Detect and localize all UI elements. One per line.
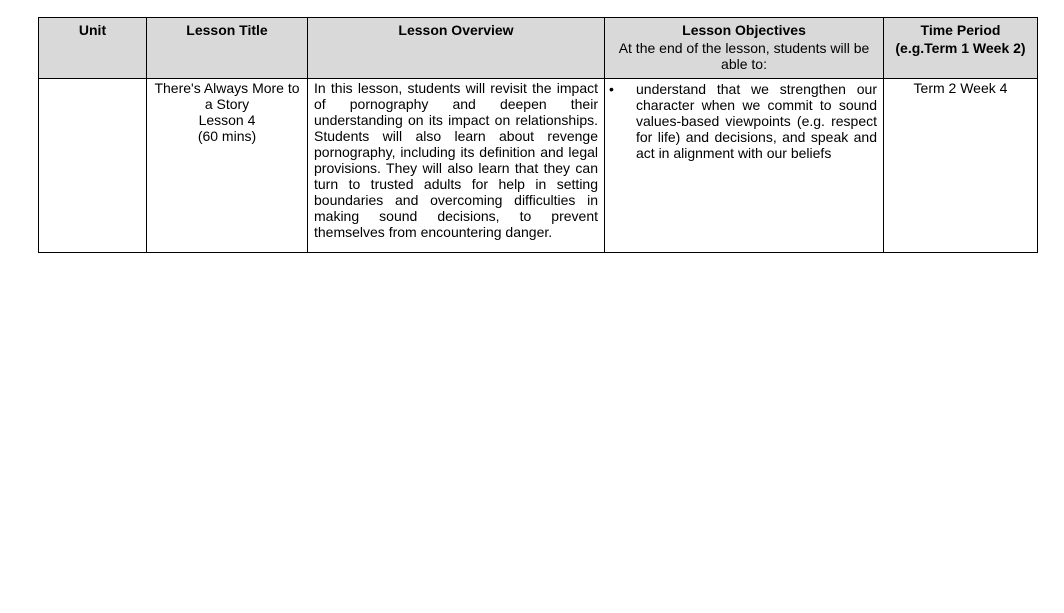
table-row	[39, 79, 1038, 253]
lesson-number: Lesson 4	[198, 112, 256, 128]
header-lesson-overview	[308, 18, 605, 79]
cell-lesson-objectives	[605, 79, 884, 253]
bullet-icon: •	[609, 81, 614, 97]
table-header-row	[39, 18, 1038, 79]
objective-item	[609, 81, 877, 161]
cell-lesson-title	[147, 79, 308, 253]
header-lesson-objectives-subtitle: At the end of the lesson, students will be able to:	[618, 40, 870, 72]
header-time-period	[884, 18, 1038, 79]
header-lesson-overview-label: Lesson Overview	[398, 22, 514, 38]
header-lesson-objectives	[605, 18, 884, 79]
header-lesson-title-label: Lesson Title	[186, 22, 268, 38]
header-unit-label: Unit	[78, 22, 107, 38]
cell-unit	[39, 79, 147, 253]
lesson-duration: (60 mins)	[197, 128, 257, 144]
lesson-plan-table	[38, 17, 1038, 253]
cell-time-period: Term 2 Week 4	[884, 79, 1038, 253]
objective-text: understand that we strengthen our character when we commit to sound values-based viewpoints (e.g. respect for life) and decisions, and speak and act in alignment with our beliefs	[636, 81, 877, 161]
lesson-title-text: There's Always More to a Story	[154, 80, 300, 112]
header-time-period-example: (e.g.Term 1 Week 2)	[895, 40, 1026, 56]
cell-lesson-overview: In this lesson, students will revisit the impact of pornography and deepen their understanding on its impact on relationships. Students will also learn about revenge pornography, including its definition and legal provisions. They will also learn that they can turn to trusted adults for help in setting boundaries and overcoming difficulties in making sound decisions, to prevent themselves from encountering danger.	[308, 79, 605, 253]
header-unit	[39, 18, 147, 79]
header-lesson-objectives-label: Lesson Objectives	[682, 22, 806, 38]
header-time-period-label: Time Period	[920, 22, 1001, 38]
header-lesson-title	[147, 18, 308, 79]
